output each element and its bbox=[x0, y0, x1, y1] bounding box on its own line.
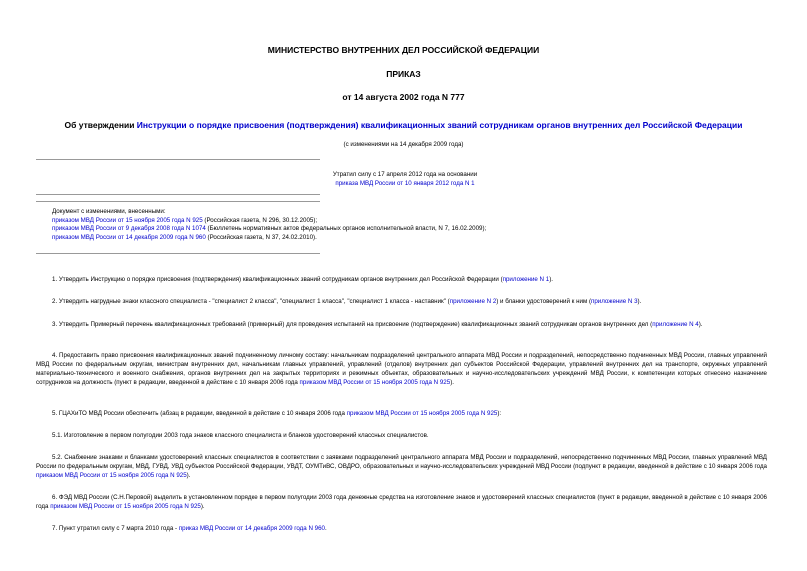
doc-date-heading: от 14 августа 2002 года N 777 bbox=[342, 92, 465, 102]
change-item: приказом МВД России от 14 декабря 2009 года N 960 (Российская газета, N 37, 24.02.2010). bbox=[52, 233, 317, 241]
appendix-2-link[interactable]: приложение N 2 bbox=[449, 298, 497, 305]
order-960-link[interactable]: приказ МВД России от 14 декабря 2009 года N 960 bbox=[178, 525, 325, 532]
change-link[interactable]: приказом МВД России от 15 ноября 2005 года N 925 bbox=[52, 216, 203, 224]
change-item: приказом МВД России от 9 декабря 2008 года N 1074 (Бюллетень нормативных актов федеральных органов исполнительной власти, N 7, 16.02.2009); bbox=[52, 225, 487, 232]
paragraph-5-2: 5.2. Снабжение знаками и бланками удостоверений классных специалистов в соответствии с заявками подразделений центрального аппарата МВД России и подразделений, непосредственно подчиненных МВД России, главных управлений МВД России по федеральным округам, МВД, ГУВД, УВД субъектов Российской Федерации, УВДТ, ОУМТиВС, ОВДРО, образовательных и научно-исследовательских учреждений МВД России (подпункт в редакции, введенной в действие с 10 января 2006 года приказом МВД России от 15 ноября 2005 года N 925). bbox=[36, 454, 767, 479]
divider bbox=[36, 159, 320, 160]
appendix-3-link[interactable]: приложение N 3 bbox=[591, 298, 638, 305]
order-925-link[interactable]: приказом МВД России от 15 ноября 2005 года N 925 bbox=[346, 410, 498, 417]
changes-intro: Документ с изменениями, внесенными: bbox=[52, 208, 166, 215]
lost-force-text: Утратил силу с 17 апреля 2012 года на основании bbox=[332, 171, 478, 178]
changes-block bbox=[52, 208, 752, 242]
paragraph-6: 6. ФЭД МВД России (С.Н.Перовой) выделить в установленном порядке в первом полугодии 2003 года денежные средства на изготовление знаков и удостоверений классных специалистов (пункт в редакции, введенной в действие с 10 января 2006 года приказом МВД России от 15 ноября 2005 года N 925). bbox=[36, 494, 767, 510]
divider bbox=[36, 253, 320, 254]
instruction-link[interactable]: Инструкции о порядке присвоения (подтверждения) квалификационных званий сотрудникам органов внутренних дел Российской Федерации bbox=[136, 120, 743, 130]
order-925-link[interactable]: приказом МВД России от 15 ноября 2005 года N 925 bbox=[36, 472, 187, 479]
title-prefix: Об утверждении bbox=[64, 120, 137, 130]
paragraph-2: 2. Утвердить нагрудные знаки классного специалиста - "специалист 2 класса", "специалист 1 класса", "специалист 1 класса - наставник" (приложение N 2) и бланки удостоверений к ним (приложение N 3). bbox=[52, 298, 642, 305]
change-link[interactable]: приказом МВД России от 14 декабря 2009 года N 960 bbox=[52, 233, 206, 241]
lost-force-link[interactable]: приказа МВД России от 10 января 2012 года N 1 bbox=[335, 179, 475, 187]
appendix-1-link[interactable]: приложение N 1 bbox=[502, 276, 550, 283]
edition-note: (с изменениями на 14 декабря 2009 года) bbox=[343, 141, 464, 148]
paragraph-5-1: 5.1. Изготовление в первом полугодии 2003 года знаков классного специалиста и бланков удостоверений классных специалистов. bbox=[52, 432, 429, 439]
order-925-link[interactable]: приказом МВД России от 15 ноября 2005 года N 925 bbox=[299, 379, 451, 386]
paragraph-1: 1. Утвердить Инструкцию о порядке присвоения (подтверждения) квалификационных званий сотрудникам органов внутренних дел Российской Федерации (приложение N 1). bbox=[52, 276, 553, 283]
divider bbox=[36, 194, 320, 195]
doc-type-heading: ПРИКАЗ bbox=[386, 69, 421, 79]
ministry-heading: МИНИСТЕРСТВО ВНУТРЕННИХ ДЕЛ РОССИЙСКОЙ ФЕДЕРАЦИИ bbox=[267, 45, 540, 55]
paragraph-7: 7. Пункт утратил силу с 7 марта 2010 года - приказ МВД России от 14 декабря 2009 года N 960. bbox=[52, 525, 327, 532]
change-link[interactable]: приказом МВД России от 9 декабря 2008 года N 1074 bbox=[52, 225, 206, 232]
change-item: приказом МВД России от 15 ноября 2005 года N 925 (Российская газета, N 296, 30.12.2005); bbox=[52, 216, 318, 224]
paragraph-4: 4. Предоставить право присвоения квалификационных званий подчиненному личному составу: начальникам подразделений центрального аппарата МВД России и подразделений, непосредственно подчиненных МВД России, главных управлений МВД России по федеральным округам, министрам внутренних дел, начальникам главных управлений, управлений (отделов) внутренних дел субъектов Российской Федерации, управлений внутренних дел на транспорте, окружных управлений материально-технического и военного снабжения, органов внутренних дел на закрытых территориях и режимных объектах, образовательных и научно-исследовательских учреждений МВД России, к компетенции которых отнесено назначение сотрудников на должность (пункт в редакции, введенной в действие с 10 января 2006 года приказом МВД России от 15 ноября 2005 года N 925). bbox=[36, 352, 767, 386]
order-925-link[interactable]: приказом МВД России от 15 ноября 2005 года N 925 bbox=[50, 503, 201, 510]
paragraph-5: 5. ГЦАХиТО МВД России обеспечить (абзац в редакции, введенной в действие с 10 января 2006 года приказом МВД России от 15 ноября 2005 года N 925): bbox=[52, 410, 502, 417]
document-title bbox=[20, 120, 787, 130]
divider bbox=[36, 201, 320, 202]
appendix-4-link[interactable]: приложение N 4 bbox=[652, 321, 699, 328]
lost-force-note bbox=[320, 171, 490, 188]
paragraph-3: 3. Утвердить Примерный перечень квалификационных требований (примерный) для проведения испытаний на присвоение (подтверждение) квалификационных званий сотрудникам органов внутренних дел (приложение N 4). bbox=[52, 321, 703, 328]
